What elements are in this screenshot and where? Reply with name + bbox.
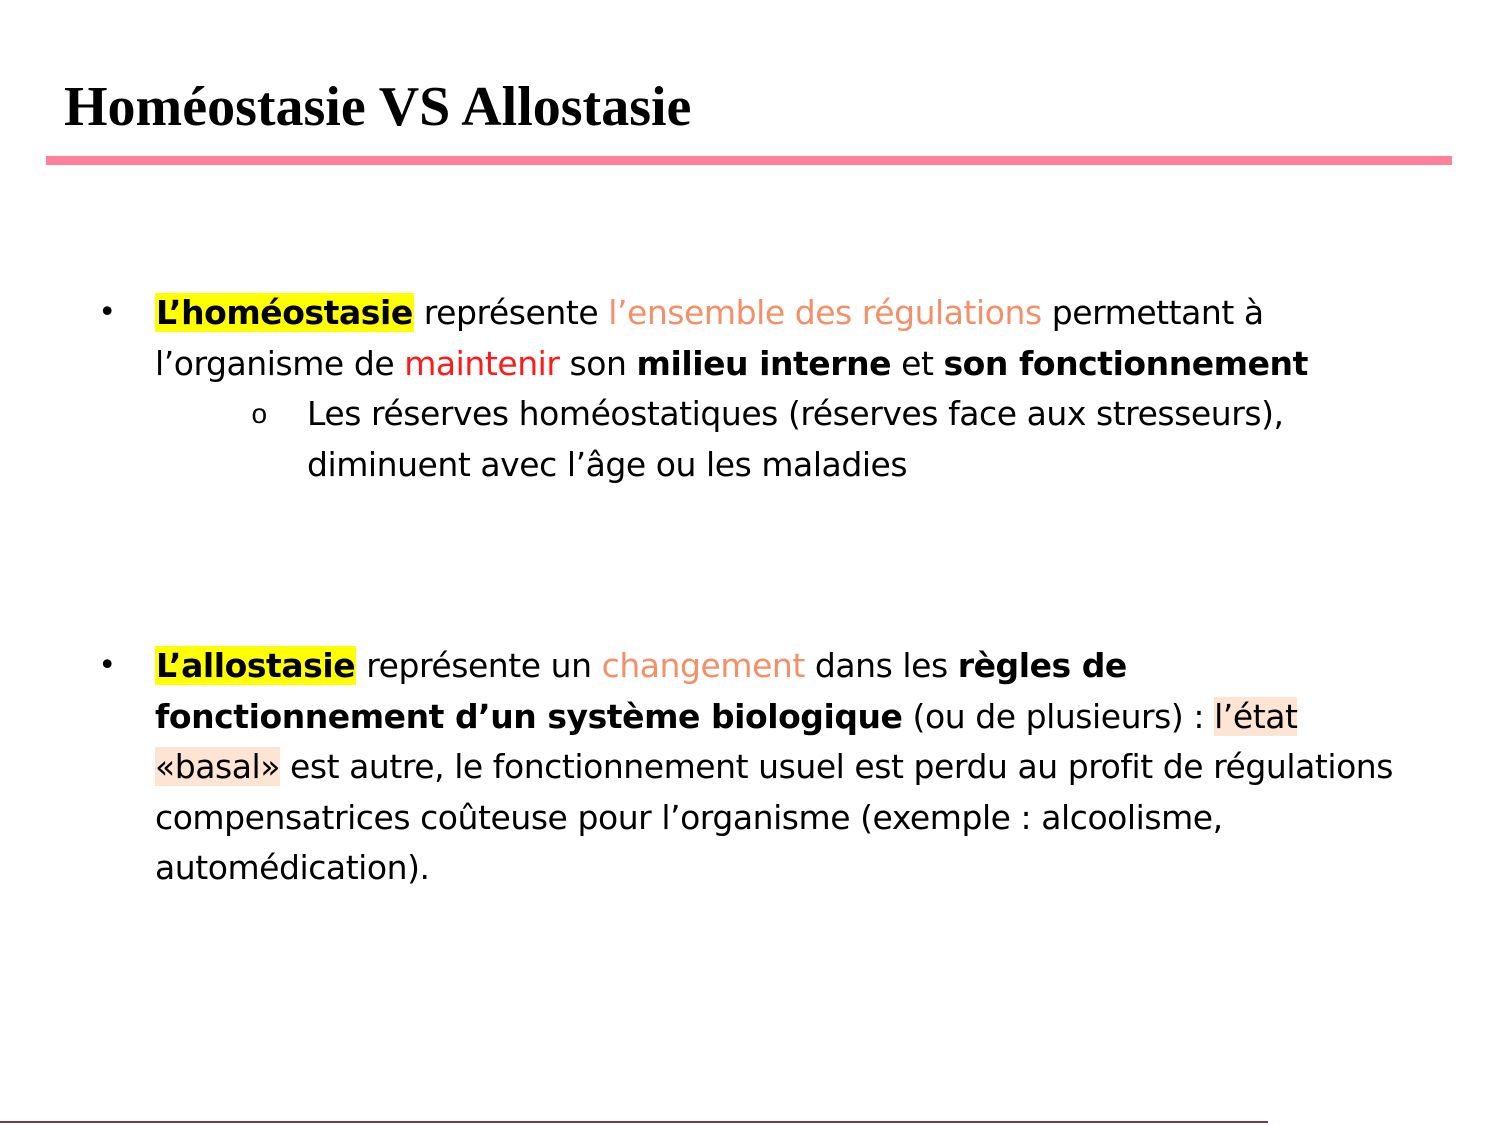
- emphasis-bold: règles de fonctionnement d’un système biologique: [155, 646, 1127, 736]
- slide-title: Homéostasie VS Allostasie: [64, 76, 692, 138]
- bullet-dot-icon: •: [98, 295, 116, 330]
- term-homeostasie: L’homéostasie: [156, 293, 413, 332]
- text-segment: est autre, le fonctionnement usuel est perdu au profit de régulations compensatrices coûteuse pour l’organisme (exemple : alcoolisme, automédication).: [155, 747, 1394, 887]
- footer-divider: [0, 1121, 1268, 1123]
- text-segment: représente: [413, 293, 609, 332]
- text-segment: permettant à l’organisme de: [155, 293, 1264, 383]
- emphasis-bold: milieu interne: [636, 343, 892, 383]
- bullet-dot-icon: •: [98, 648, 116, 683]
- circle-bullet-icon: o: [251, 398, 267, 429]
- sub-item-text: Les réserves homéostatiques (réserves face aux stresseurs), diminuent avec l’âge ou les maladies: [307, 394, 1284, 484]
- title-underline: [46, 156, 1452, 165]
- text-segment: dans les: [804, 646, 958, 685]
- emphasis-orange: l’ensemble des régulations: [608, 293, 1042, 332]
- sub-item-reserves: [251, 389, 1347, 490]
- emphasis-peach: l’état «basal»: [155, 696, 1298, 786]
- term-allostasie: L’allostasie: [156, 646, 356, 685]
- homeostasie-text: [155, 288, 1405, 389]
- text-segment: représente un: [356, 646, 602, 685]
- emphasis-red: maintenir: [404, 343, 560, 383]
- bullet-allostasie: [98, 641, 1405, 894]
- allostasie-text: [155, 641, 1405, 894]
- bullet-homeostasie: [98, 288, 1405, 490]
- text-segment: et: [891, 343, 944, 383]
- text-segment: (ou de plusieurs) :: [902, 696, 1215, 736]
- text-segment: son: [559, 343, 637, 383]
- emphasis-bold: son fonctionnement: [943, 343, 1308, 383]
- emphasis-orange: changement: [601, 646, 805, 685]
